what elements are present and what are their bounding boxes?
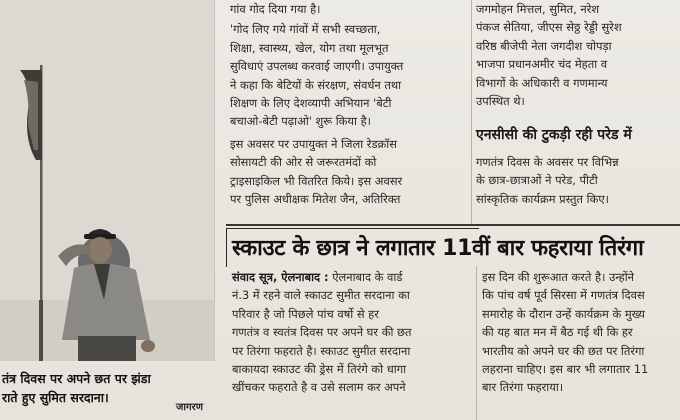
text-line: ऐलनाबाद के वार्ड [332,270,403,284]
article-column-right-top [476,0,680,110]
text-line: उपस्थित थे। [476,94,525,109]
text-line: खींचकर फहराते है व उसे सलाम कर अपने [232,380,406,395]
text-line: शिक्षा, स्वास्थ्य, खेल, योग तथा मूलभूत [230,40,389,55]
text-line: कि पांच वर्ष पूर्व सिरसा में गणतंत्र दिवस [482,288,645,303]
text-line: पर पुलिस अधीक्षक मितेश जैन, अतिरिक्त [230,192,401,207]
text-line: पर तिरंगा फहराते है। स्काउट सुमीत सरदाना [232,343,411,358]
text-line: विभागों के अधिकारी व गणमान्य [476,75,608,90]
caption-line: तंत्र दिवस पर अपने छत पर झंडा [2,371,151,386]
text-line: गांव गोद दिया गया है। [230,2,321,16]
story-top-rule [226,224,680,226]
article-column-middle [230,0,466,208]
text-line: बार तिरंगा फहराया। [482,380,564,395]
text-line: बचाओ-बेटी पढ़ाओ' शुरू किया है। [230,114,371,129]
photo-credit: जागरण [176,402,203,413]
text-line: सोसायटी की ओर से जरूरतमंदों को [230,155,377,170]
news-photo [0,0,215,361]
text-line: परिवार है जो पिछले पांच वर्षो से हर [232,306,379,321]
story-headline: स्काउट के छात्र ने लगातार 11वीं बार फहराया तिरंगा [232,236,644,261]
text-line: शिक्षण के लिए देशव्यापी अभियान 'बेटी [230,96,392,111]
text-line: लहराना चाहिए। इस बार भी लगातार 11 [482,362,649,377]
text-line: गणतंत्र दिवस के अवसर पर विभिन्न [476,155,619,169]
text-line: भाजपा प्रधानअमीर चंद मेहता व [476,57,608,72]
text-line: वरिष्ठ बीजेपी नेता जगदीश चोपड़ा [476,38,612,53]
column-divider [471,0,472,225]
article-column-right-bottom [476,153,680,208]
text-line: ने कहा कि बेटियों के संरक्षण, संवर्धन तथा [230,77,402,92]
section-subheading: एनसीसी की टुकड़ी रही परेड में [476,127,632,143]
text-line: समारोह के दौरान उन्हें कार्यक्रम के मुख्य [482,306,645,321]
text-line: सुविधाएं उपलब्ध करवाई जाएगी। उपायुक्त [230,59,404,74]
text-line: सांस्कृतिक कार्यक्रम प्रस्तुत किए। [476,191,609,206]
caption-line: राते हुए सुमित सरदाना। [2,390,109,405]
text-line: की यह बात मन में बैठ गई थी कि हर [482,325,633,340]
text-line: के छात्र-छात्राओं ने परेड, पीटी [476,173,598,188]
dateline: संवाद सूत्र, ऐलनाबाद : [232,270,329,284]
text-line: पंकज सेतिया, जीएस सेठ्ठ रेड्डी सुरेश [476,20,622,35]
text-line: इस अवसर पर उपायुक्त ने जिला रेडक्रॉस [230,136,397,151]
text-line: नं.3 में रहने वाले स्काउट सुमीत सरदाना का [232,288,410,303]
text-line: जगमोहन मित्तल, सुमित, नरेश [476,2,600,16]
story-first-line [232,268,472,286]
text-line: 'गोद लिए गये गांवों में सभी स्वच्छता, [230,22,381,37]
text-line: बाकायदा स्काउट की ड्रेस में तिरंगे को धागा [232,362,407,377]
story-column-left [232,268,472,397]
text-line: गणतंत्र व स्वतंत्र दिवस पर अपने घर की छत [232,325,412,340]
text-line: भारतीय को अपने घर की छत पर तिरंगा [482,343,645,358]
story-column-right [482,268,680,397]
photo-scout-saluting-flag [0,0,214,361]
text-line: ट्राइसाइकिल भी वितरित किये। इस अवसर [230,173,403,188]
story-column-divider [476,266,477,420]
text-line: इस दिन की शुरूआत करते है। उन्होंने [482,270,634,284]
